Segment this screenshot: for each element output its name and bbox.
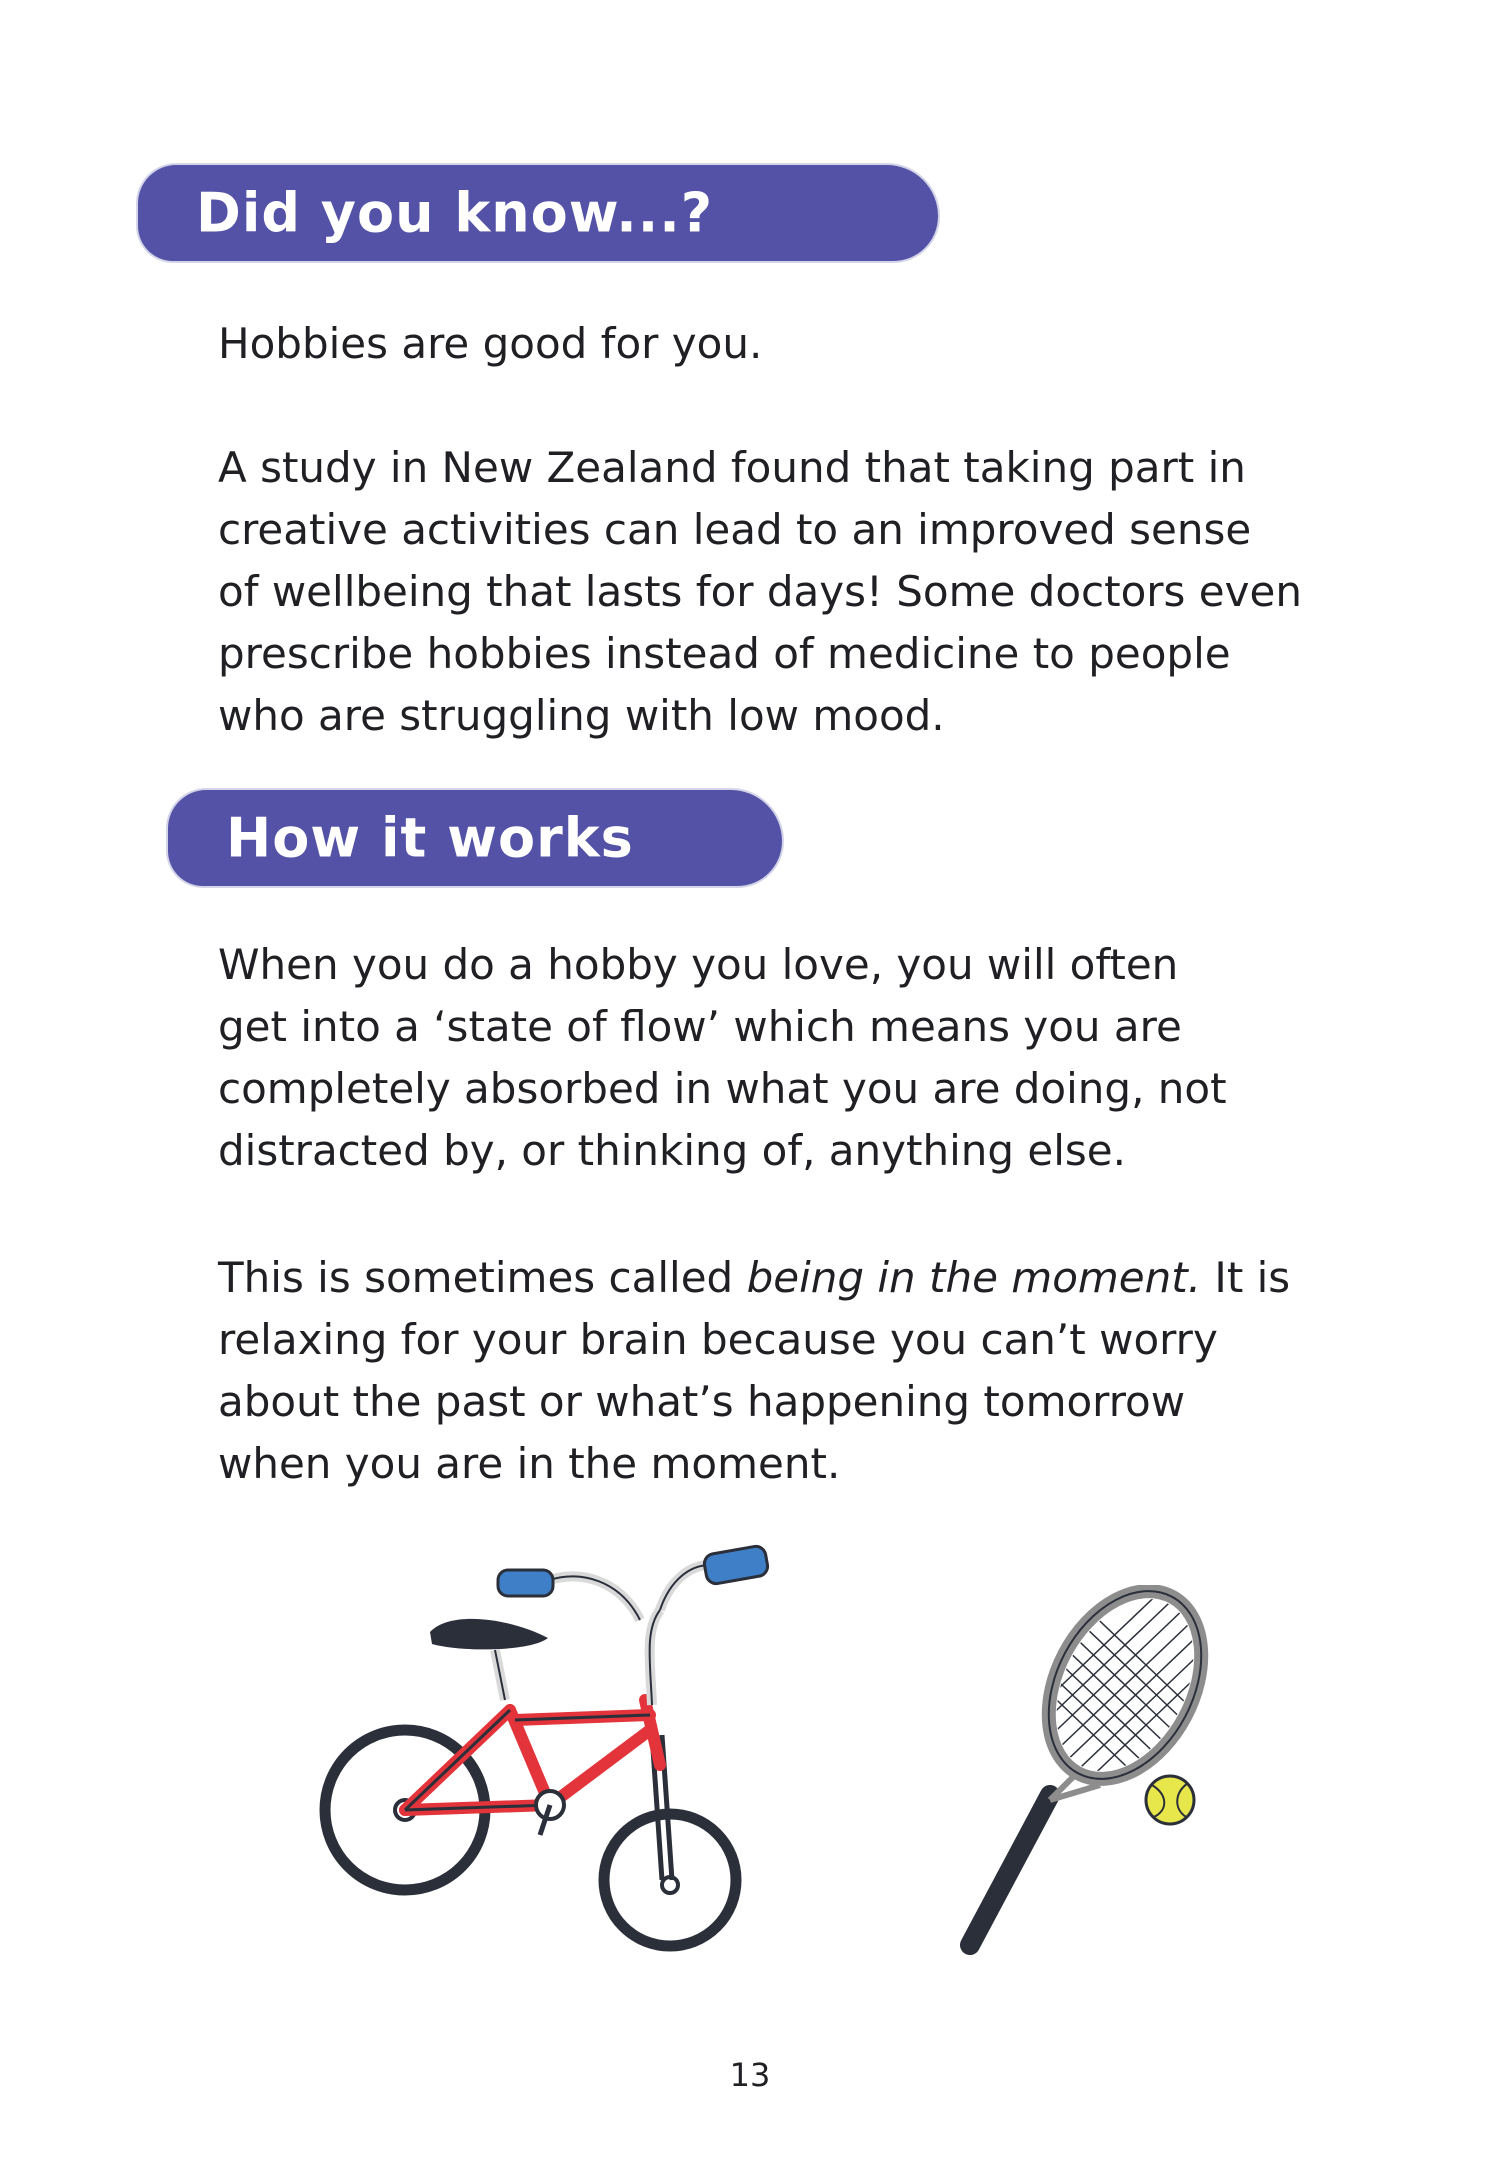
page-number: 13 xyxy=(729,2056,771,2094)
study-line: who are struggling with low mood. xyxy=(218,691,945,740)
did-you-know-banner xyxy=(138,165,938,261)
bicycle-icon xyxy=(300,1540,770,1960)
moment-line-start: This is sometimes called xyxy=(218,1253,747,1302)
flow-line: get into a ‘state of flow’ which means you are xyxy=(218,1002,1182,1051)
hobbies-intro-line: Hobbies are good for you. xyxy=(218,319,763,368)
flow-line: When you do a hobby you love, you will often xyxy=(218,940,1179,989)
study-line: creative activities can lead to an improved sense xyxy=(218,505,1252,554)
flow-line: distracted by, or thinking of, anything else. xyxy=(218,1126,1126,1175)
flow-line: completely absorbed in what you are doing, not xyxy=(218,1064,1227,1113)
study-line: of wellbeing that lasts for days! Some doctors even xyxy=(218,567,1302,616)
how-it-works-heading: How it works xyxy=(226,806,634,870)
did-you-know-heading: Did you know...? xyxy=(196,181,714,245)
moment-line: relaxing for your brain because you can’t worry xyxy=(218,1315,1218,1364)
moment-line xyxy=(218,1247,1358,1309)
study-line: A study in New Zealand found that taking part in xyxy=(218,443,1246,492)
flow-paragraph xyxy=(218,934,1358,1182)
study-paragraph xyxy=(218,437,1358,747)
moment-emphasis: being in the moment. xyxy=(746,1253,1202,1302)
hobbies-intro-paragraph xyxy=(218,313,1358,375)
moment-line: about the past or what’s happening tomorrow xyxy=(218,1377,1186,1426)
moment-line-end: It is xyxy=(1201,1253,1291,1302)
tennis-racket-and-ball-icon xyxy=(940,1585,1220,1955)
study-line: prescribe hobbies instead of medicine to people xyxy=(218,629,1231,678)
moment-line: when you are in the moment. xyxy=(218,1439,841,1488)
moment-paragraph xyxy=(218,1247,1358,1495)
how-it-works-banner xyxy=(168,790,782,886)
